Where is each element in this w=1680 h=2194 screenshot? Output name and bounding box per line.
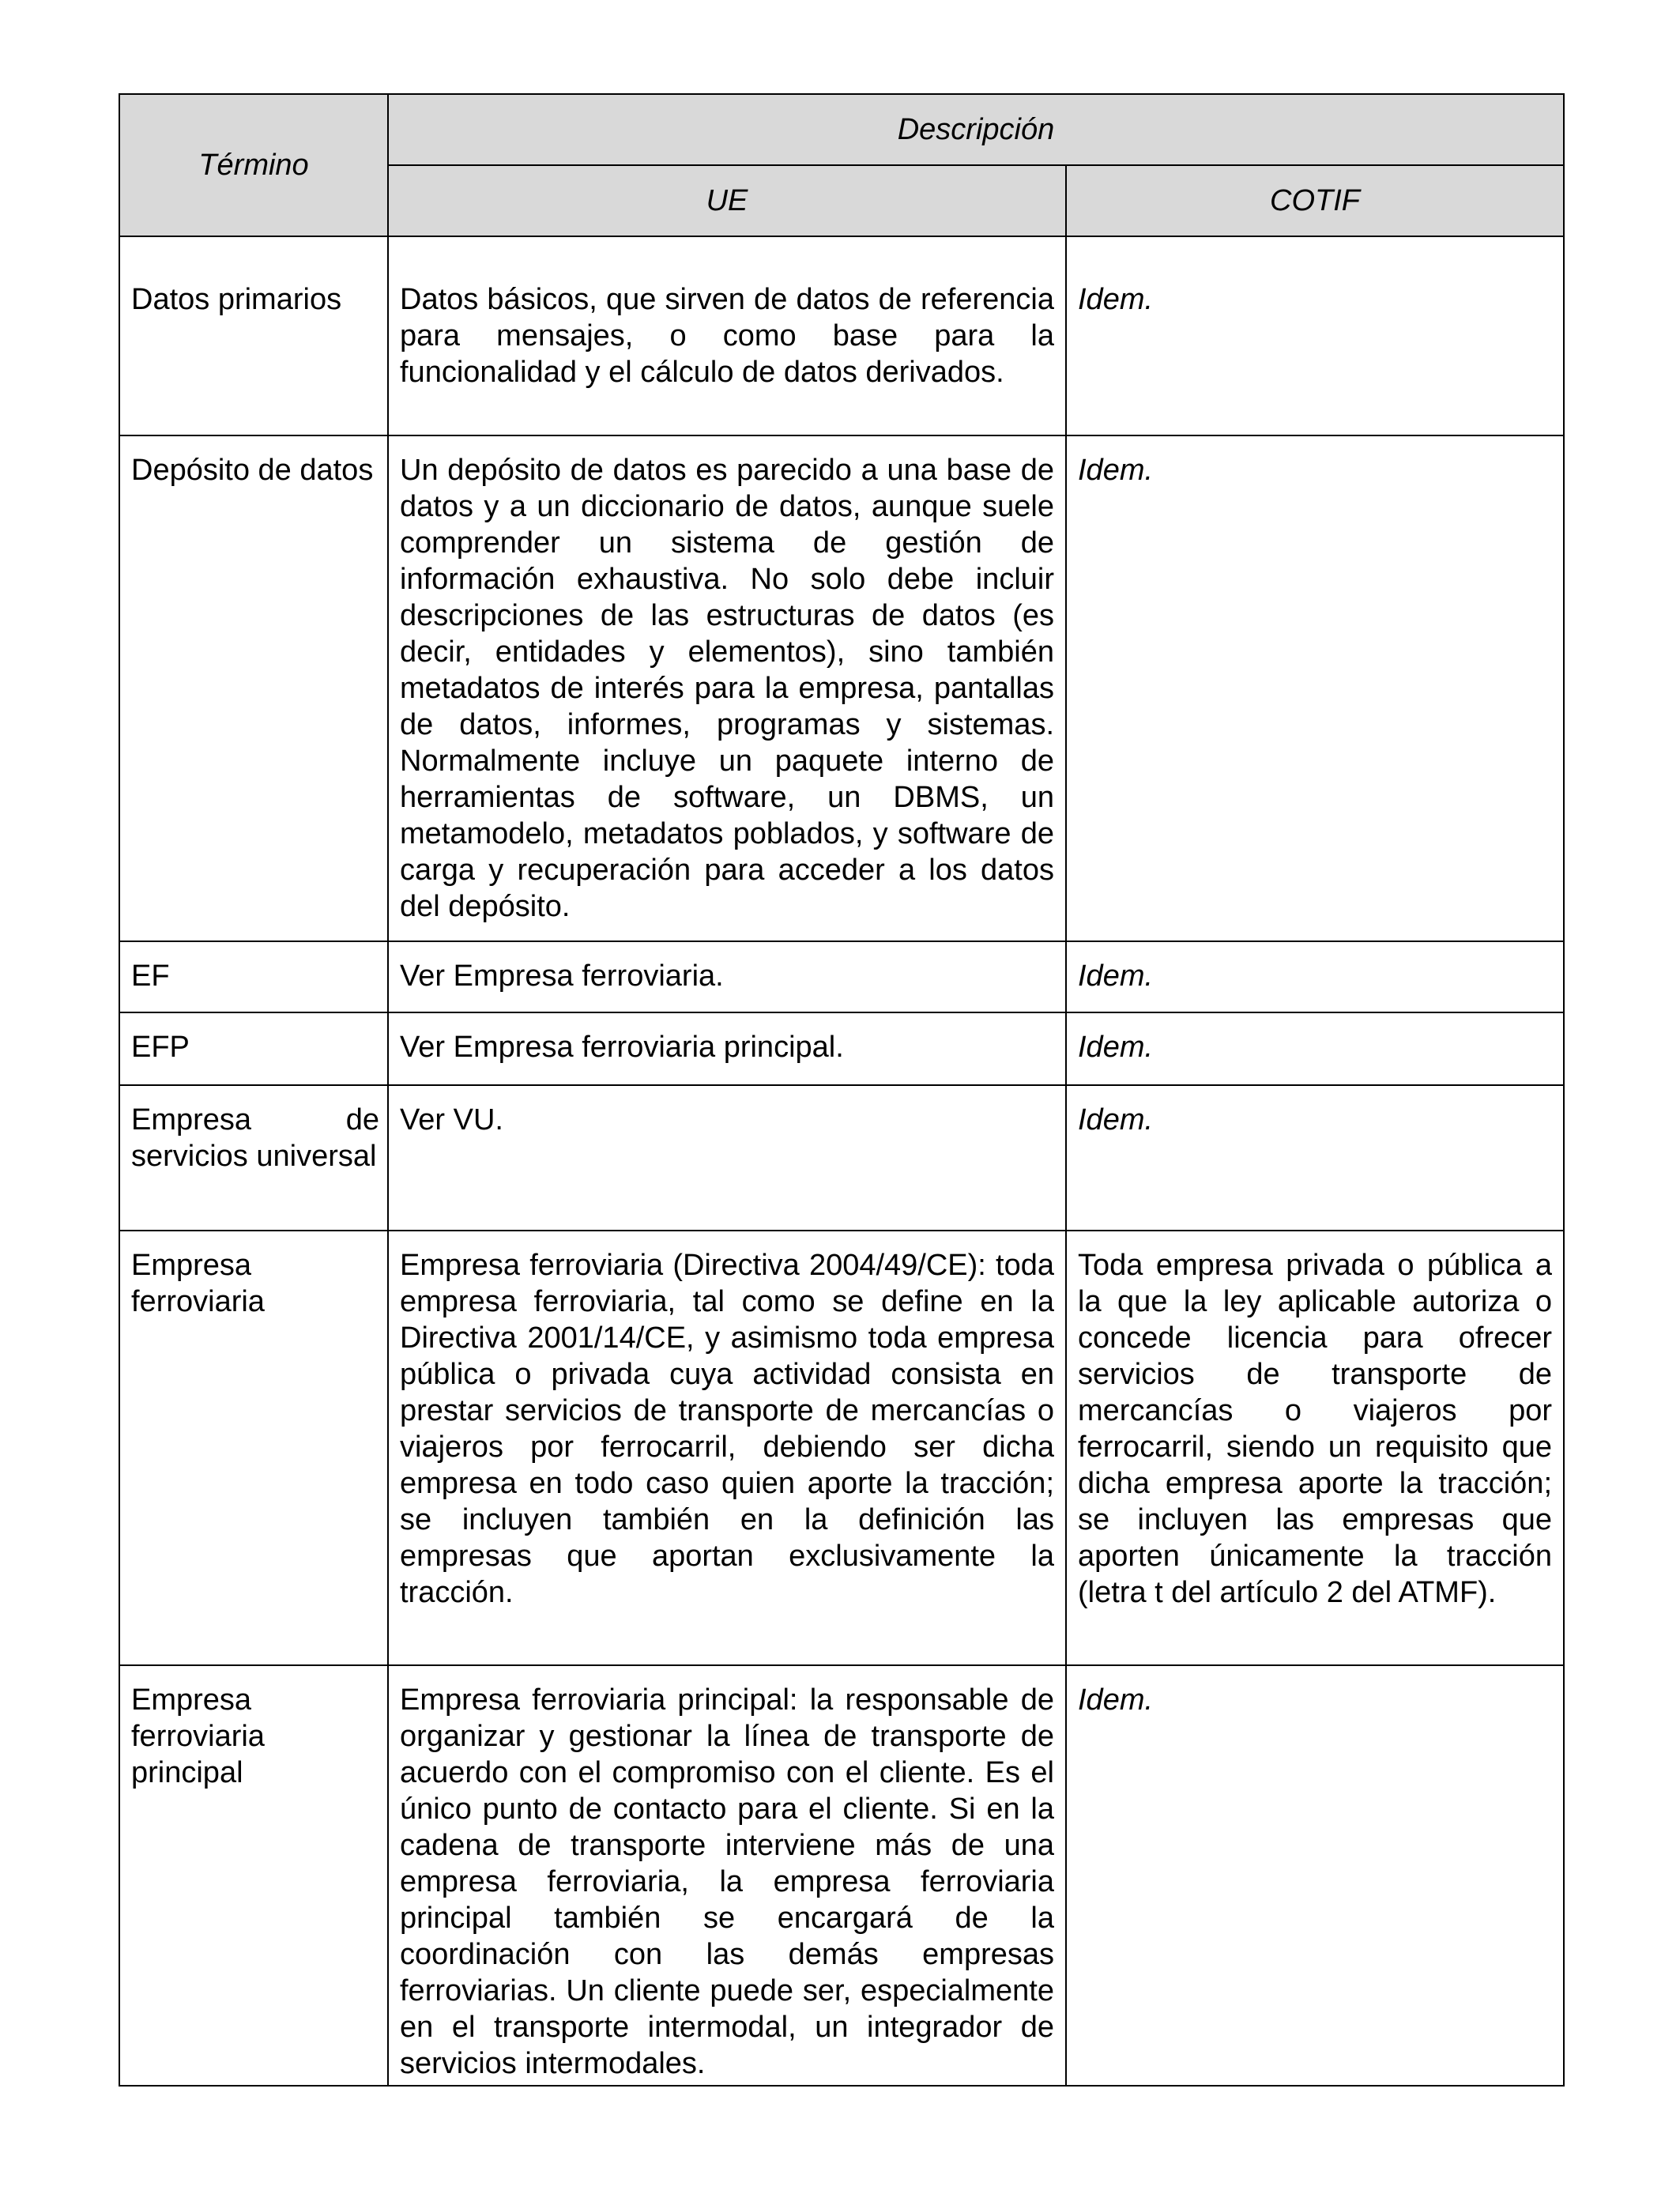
header-term: Término (119, 94, 388, 236)
ue-cell (388, 1231, 1066, 1665)
term-text: Empresa de servicios universal (131, 1103, 379, 1173)
term-cell (119, 1012, 388, 1085)
ue-text: Ver Empresa ferroviaria. (400, 959, 724, 993)
table-row (119, 941, 1564, 1012)
cotif-cell (1066, 1085, 1564, 1231)
cotif-cell (1066, 941, 1564, 1012)
term-cell (119, 1665, 388, 2086)
term-cell (119, 435, 388, 941)
table-row (119, 1231, 1564, 1665)
table-row (119, 435, 1564, 941)
term-text: Datos primarios (131, 283, 342, 316)
table-row (119, 1085, 1564, 1231)
term-cell (119, 236, 388, 435)
header-ue: UE (388, 165, 1066, 236)
term-cell (119, 941, 388, 1012)
cotif-text: Idem. (1078, 959, 1154, 993)
table-row (119, 1665, 1564, 2086)
cotif-text: Toda empresa privada o pública a la que la ley aplicable autoriza o concede licencia para ofrecer servicios de transporte de mercancías o viajeros por ferrocarril, siendo un requisito que dicha empresa aporte la tracción; se incluyen las empresas que aporten únicamente la tracción (letra t del artículo 2 del ATMF). (1078, 1249, 1552, 1609)
ue-text: Ver VU. (400, 1103, 503, 1137)
cotif-text: Idem. (1078, 283, 1154, 316)
term-text: Empresa ferroviaria principal (131, 1683, 265, 1789)
table-body (119, 236, 1564, 2086)
term-text: Empresa ferroviaria (131, 1249, 265, 1318)
table-header (119, 94, 1564, 236)
term-text: EF (131, 959, 170, 993)
ue-cell (388, 1012, 1066, 1085)
ue-cell (388, 236, 1066, 435)
ue-text: Empresa ferroviaria principal: la responsable de organizar y gestionar la línea de transporte de acuerdo con el compromiso con el cliente. Es el único punto de contacto para el cliente. Si en la cadena de transporte interviene más de una empresa ferroviaria, la empresa ferroviaria principal también se encargará de la coordinación con las demás empresas ferroviarias. Un cliente puede ser, especialmente en el transporte intermodal, un integrador de servicios intermodales. (400, 1683, 1054, 2080)
ue-cell (388, 941, 1066, 1012)
cotif-text: Idem. (1078, 1683, 1154, 1717)
term-cell (119, 1085, 388, 1231)
cotif-cell (1066, 236, 1564, 435)
cotif-cell (1066, 435, 1564, 941)
ue-text: Un depósito de datos es parecido a una base de datos y a un diccionario de datos, aunque suele comprender un sistema de gestión de información exhaustiva. No solo debe incluir descripciones de las estructuras de datos (es decir, entidades y elementos), sino también metadatos de interés para la empresa, pantallas de datos, informes, programas y sistemas. Normalmente incluye un paquete interno de herramientas de software, un DBMS, un metamodelo, metadatos poblados, y software de carga y recuperación para acceder a los datos del depósito. (400, 454, 1054, 923)
cotif-text: Idem. (1078, 1031, 1154, 1064)
ue-text: Ver Empresa ferroviaria principal. (400, 1031, 844, 1064)
ue-text: Datos básicos, que sirven de datos de referencia para mensajes, o como base para la funcionalidad y el cálculo de datos derivados. (400, 283, 1054, 389)
term-text: Depósito de datos (131, 454, 374, 487)
header-description: Descripción (388, 94, 1564, 165)
cotif-cell (1066, 1665, 1564, 2086)
ue-text: Empresa ferroviaria (Directiva 2004/49/CE): toda empresa ferroviaria, tal como se define en la Directiva 2001/14/CE, y asimismo toda empresa pública o privada cuya actividad consista en prestar servicios de transporte de mercancías o viajeros por ferrocarril, debiendo ser dicha empresa en todo caso quien aporte la tracción; se incluyen también en la definición las empresas que aportan exclusivamente la tracción. (400, 1249, 1054, 1609)
term-text: EFP (131, 1031, 190, 1064)
glossary-table (119, 93, 1565, 2087)
table-row (119, 236, 1564, 435)
ue-cell (388, 1085, 1066, 1231)
table-row (119, 1012, 1564, 1085)
ue-cell (388, 1665, 1066, 2086)
cotif-cell (1066, 1231, 1564, 1665)
ue-cell (388, 435, 1066, 941)
term-cell (119, 1231, 388, 1665)
header-cotif: COTIF (1066, 165, 1564, 236)
cotif-cell (1066, 1012, 1564, 1085)
cotif-text: Idem. (1078, 1103, 1154, 1137)
cotif-text: Idem. (1078, 454, 1154, 487)
